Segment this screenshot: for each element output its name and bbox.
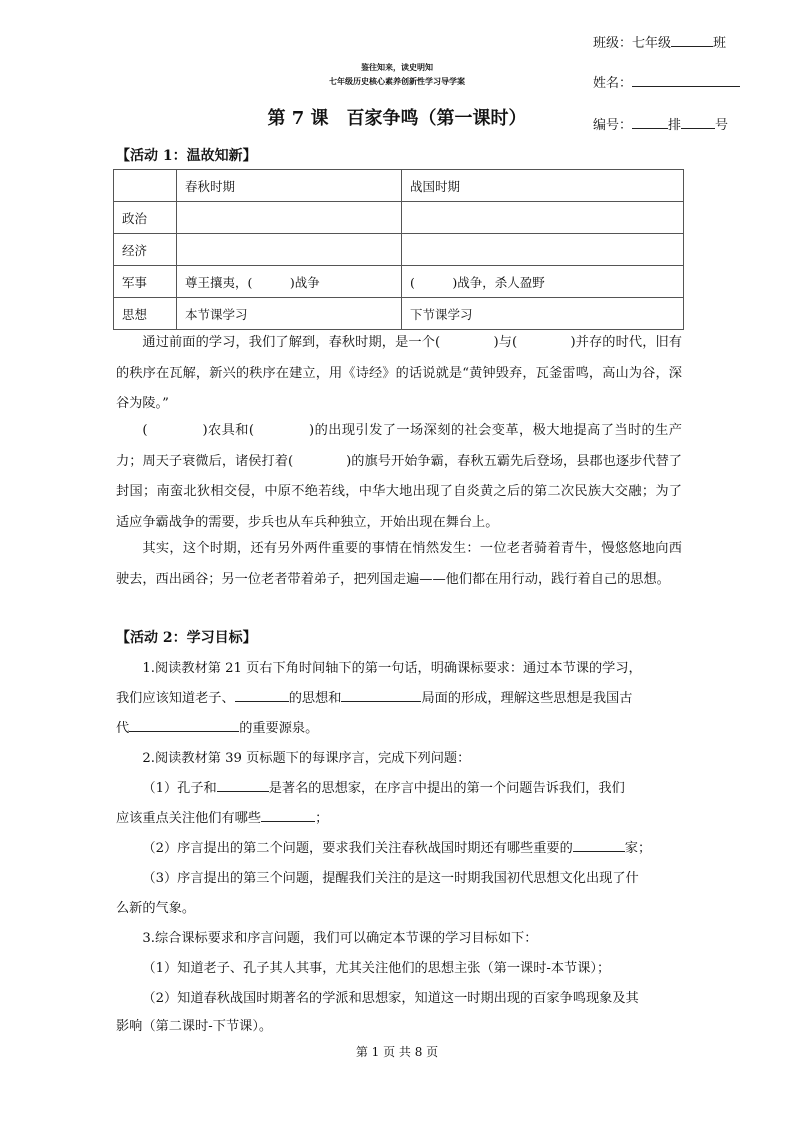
row-label: 思想 [114,298,177,330]
table-header-row [114,170,684,202]
goal-2-line-2: 影响（第二课时-下节课）。 [116,1019,273,1034]
table-cell[interactable]: ( )战争，杀人盈野 [402,266,684,298]
text-span: 应该重点关注他们有哪些 [116,811,262,826]
text-span: 的思想和 [288,691,342,706]
answer-blank[interactable] [235,688,289,702]
name-blank[interactable] [632,72,740,87]
answer-blank[interactable] [341,688,421,702]
answer-blank[interactable] [217,778,269,792]
table-cell: 下节课学习 [402,298,684,330]
page-title: 第 7 课 百家争鸣（第一课时） [267,108,527,129]
class-field [593,32,726,51]
text-span: 是著名的思想家，在序言中提出的第一个问题告诉我们，我们 [268,781,625,796]
table-cell[interactable] [177,234,402,266]
class-blank[interactable] [671,32,713,47]
text-span: 局面的形成，理解这些思想是我国古 [421,691,633,706]
table-cell[interactable] [402,234,684,266]
table-cell[interactable] [177,202,402,234]
text-span: （1）孔子和 [142,781,217,796]
objective-2-q2 [116,834,708,864]
answer-blank[interactable] [261,808,315,822]
objective-2-q3-line-2: 么新的气象。 [116,901,196,916]
objective-2-q1-line-2 [116,804,682,834]
class-suffix: 班 [713,36,727,51]
number-label: 编号： [593,118,633,133]
table-row [114,234,684,266]
table-row [114,298,684,330]
motto-line-1: 鉴往知来，读史明知 [361,62,433,72]
activity2-heading: 【活动 2：学习目标】 [116,630,257,646]
objective-2-q3-line-1: （3）序言提出的第三个问题，提醒我们关注的是这一时期我国初代思想文化出现了什 [142,871,639,886]
goal-1: （1）知道老子、孔子其人其事，尤其关注他们的思想主张（第一课时-本节课）； [142,961,611,976]
text-span: 家； [624,841,652,856]
table-cell: 本节课学习 [177,298,402,330]
table-cell[interactable] [402,202,684,234]
seat-label: 号 [715,118,729,133]
objective-2-q1-line-1 [116,774,708,804]
text-span: 代 [116,721,130,736]
answer-blank[interactable] [573,838,625,852]
text-span: 的重要源泉。 [239,721,319,736]
class-label: 班级：七年级 [593,36,672,51]
text-span: （2）序言提出的第二个问题，要求我们关注春秋战国时期还有哪些重要的 [142,841,573,856]
table-row [114,202,684,234]
page-footer: 第 1 页 共 8 页 [355,1045,439,1059]
review-table [113,169,684,330]
table-header-cell: 春秋时期 [177,170,402,202]
objective-3-intro: 3.综合课标要求和序言问题，我们可以确定本节课的学习目标如下： [142,931,538,946]
row-label: 排 [668,118,682,133]
row-label: 经济 [114,234,177,266]
table-header-cell: 战国时期 [402,170,684,202]
objective-1-line-1: 1.阅读教材第 21 页右下角时间轴下的第一句话，明确课标要求：通过本节课的学习， [142,661,642,676]
intro-paragraph-3: 其实，这个时期，还有另外两件重要的事情在悄然发生：一位老者骑着青牛，慢悠悠地向西驶去，西出函谷；另一位老者带着弟子，把列国走遍——他们都在用行动，践行着自己的思想。 [116,541,682,587]
motto-line-2: 七年级历史核心素养创新性学习导学案 [329,76,465,86]
text-span: 我们应该知道老子、 [116,691,235,706]
activity1-heading: 【活动 1：温故知新】 [116,148,257,164]
row-label: 政治 [114,202,177,234]
table-row [114,266,684,298]
intro-paragraph-2: ( )农具和( )的出现引发了一场深刻的社会变革，极大地提高了当时的生产力；周天子衰微后，诸侯打着( )的旗号开始争霸，春秋五霸先后登场，县郡也逐步代替了封国；南蛮北狄相交侵，中原不绝若线，中华大地出现了自炎黄之后的第二次民族大交融；为了适应争霸战争的需要，步兵也从车兵种独立，开始出现在舞台上。 [116,423,682,530]
objective-1-line-2 [116,684,682,714]
answer-blank[interactable] [129,718,239,732]
name-field [593,72,740,91]
table-cell[interactable]: 尊王攘夷，( )战争 [177,266,402,298]
goal-2-line-1: （2）知道春秋战国时期著名的学派和思想家，知道这一时期出现的百家争鸣现象及其 [142,991,639,1006]
table-header-cell [114,170,177,202]
objective-1-line-3 [116,714,682,744]
name-label: 姓名： [593,76,633,91]
objective-2-intro: 2.阅读教材第 39 页标题下的每课序言，完成下列问题： [142,751,471,766]
text-span: ； [315,811,329,826]
row-label: 军事 [114,266,177,298]
intro-paragraph-1: 通过前面的学习，我们了解到，春秋时期，是一个( )与( )并存的时代，旧有的秩序在瓦解，新兴的秩序在建立，用《诗经》的话说就是“黄钟毁弃，瓦釜雷鸣，高山为谷，深谷为陵。” [116,335,682,411]
